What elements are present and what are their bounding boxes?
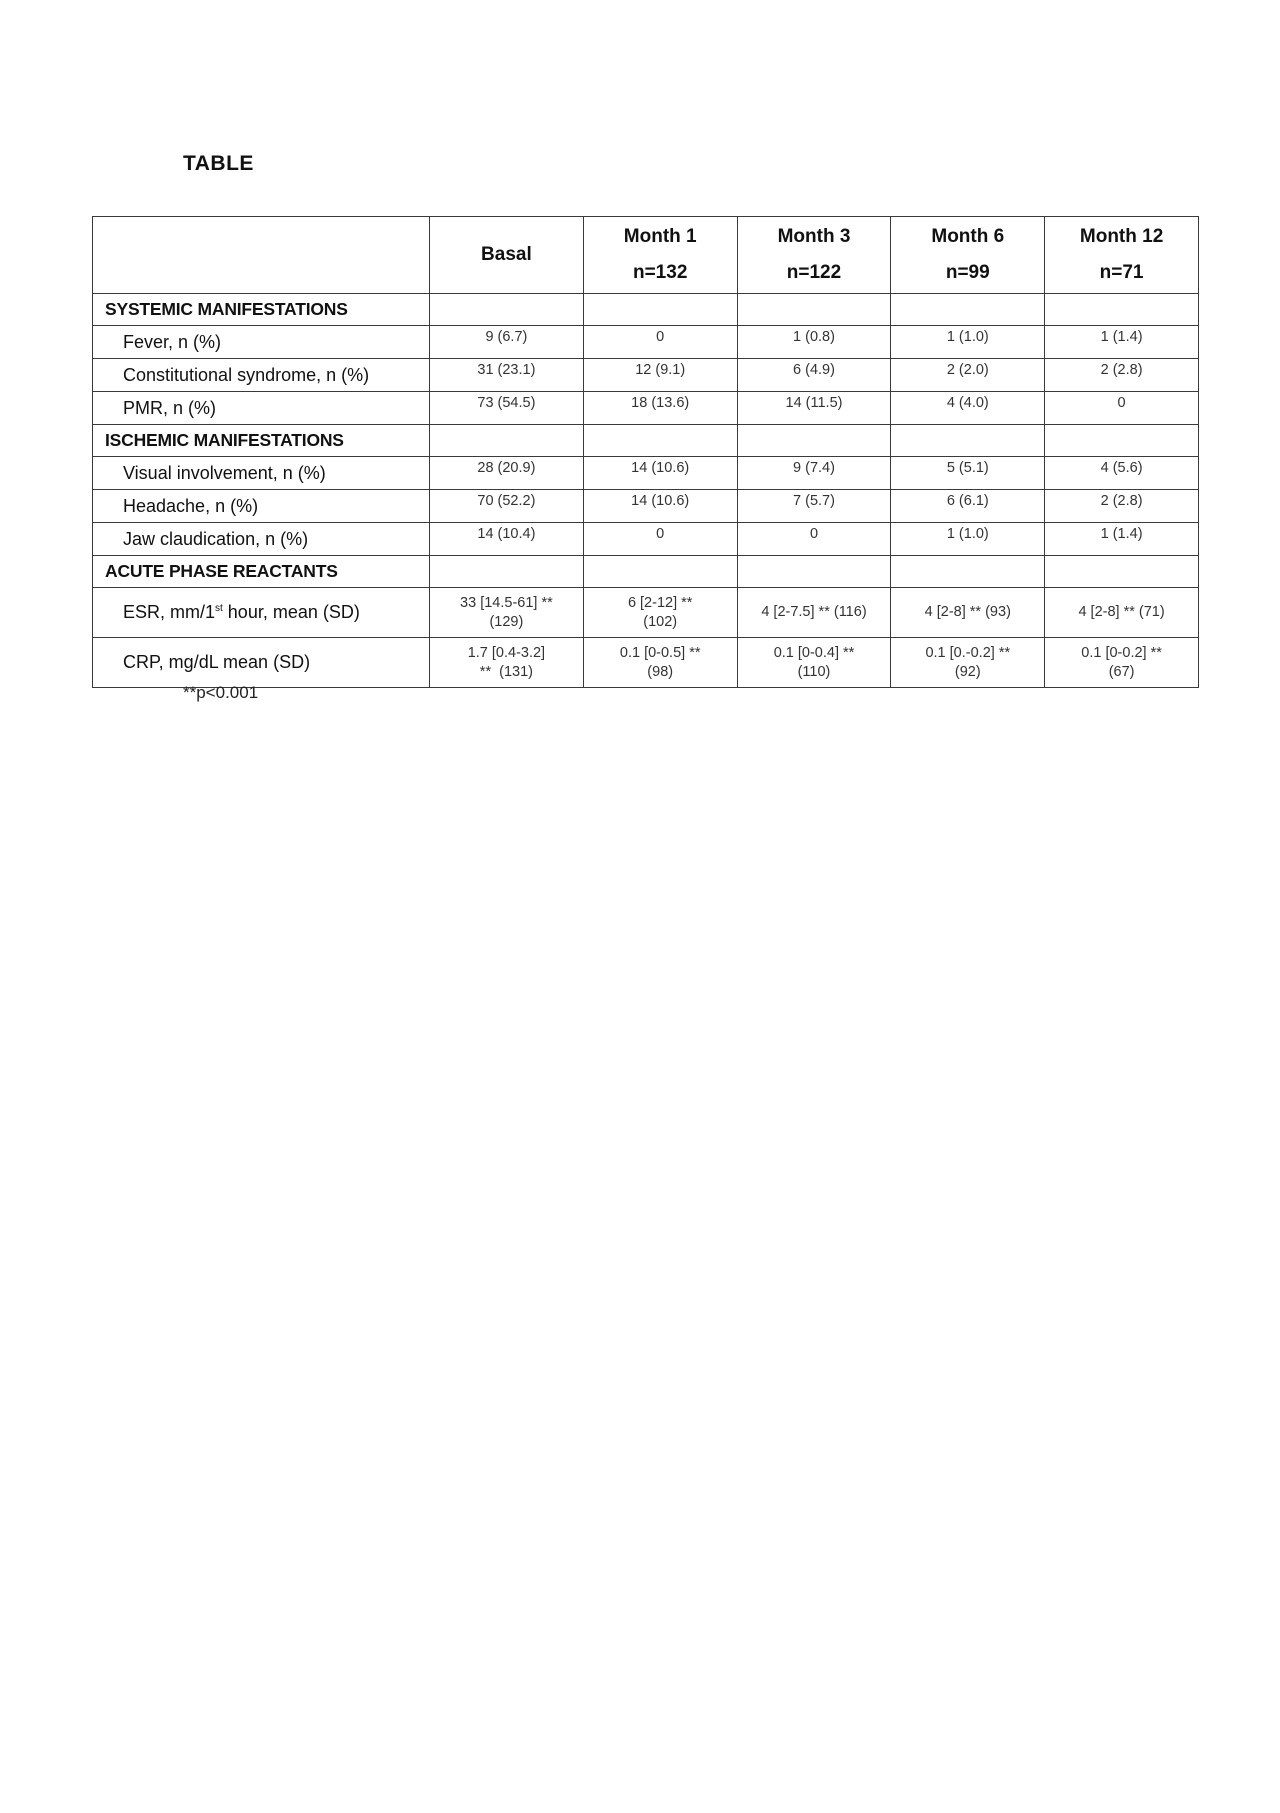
value-cell: 5 (5.1) (891, 457, 1045, 490)
empty-cell (583, 425, 737, 457)
value-line: (67) (1108, 663, 1135, 680)
value-cell: 6 (4.9) (737, 359, 891, 392)
value-cell: 1 (1.0) (891, 523, 1045, 556)
table-title: TABLE (183, 152, 254, 175)
value-cell (1045, 588, 1199, 638)
empty-cell (430, 294, 584, 326)
table-row (93, 457, 1199, 490)
empty-cell (737, 425, 891, 457)
value-line: 4 [2-7.5] ** (116) (761, 604, 867, 620)
section-label: SYSTEMIC MANIFESTATIONS (93, 294, 430, 326)
value-line: (92) (954, 663, 981, 680)
section-label: ACUTE PHASE REACTANTS (93, 556, 430, 588)
footnote: **p<0.001 (183, 683, 259, 702)
section-row-ischemic (93, 425, 1199, 457)
column-name: Month 1 (623, 226, 697, 247)
value-line: 6 [2-12] ** (627, 594, 693, 611)
column-header-month-3 (737, 217, 891, 294)
value-cell (430, 638, 584, 688)
row-label: CRP, mg/dL mean (SD) (93, 638, 430, 688)
value-line: 0.1 [0.-0.2] ** (925, 644, 1011, 661)
table-row (93, 359, 1199, 392)
value-cell (583, 588, 737, 638)
row-label: Headache, n (%) (93, 490, 430, 523)
header-row (93, 217, 1199, 294)
value-cell (430, 588, 584, 638)
value-cell: 14 (10.4) (430, 523, 584, 556)
column-name: Month 6 (931, 226, 1005, 247)
value-line: 0.1 [0-0.2] ** (1081, 644, 1162, 661)
value-cell: 14 (10.6) (583, 490, 737, 523)
value-cell: 6 (6.1) (891, 490, 1045, 523)
empty-cell (583, 294, 737, 326)
value-cell: 12 (9.1) (583, 359, 737, 392)
table-row (93, 326, 1199, 359)
value-cell (891, 588, 1045, 638)
value-cell: 0 (737, 523, 891, 556)
column-name: Month 12 (1079, 226, 1164, 247)
value-line: 1.7 [0.4-3.2] (467, 644, 546, 661)
value-cell (737, 638, 891, 688)
empty-cell (891, 425, 1045, 457)
column-n: n=132 (632, 262, 688, 283)
value-cell: 9 (7.4) (737, 457, 891, 490)
empty-cell (737, 556, 891, 588)
value-cell (737, 588, 891, 638)
value-line: (129) (489, 613, 524, 630)
value-cell (891, 638, 1045, 688)
row-label: Visual involvement, n (%) (93, 457, 430, 490)
value-line: 33 [14.5-61] ** (460, 594, 553, 611)
empty-cell (430, 556, 584, 588)
section-row-systemic (93, 294, 1199, 326)
value-line: 0.1 [0-0.5] ** (619, 644, 701, 661)
empty-cell (430, 425, 584, 457)
value-cell: 4 (5.6) (1045, 457, 1199, 490)
value-cell: 31 (23.1) (430, 359, 584, 392)
row-label-suffix: hour, mean (SD) (222, 602, 360, 622)
empty-cell (1045, 294, 1199, 326)
row-label-prefix: ESR, mm/1 (123, 602, 216, 622)
value-cell: 18 (13.6) (583, 392, 737, 425)
table-row (93, 490, 1199, 523)
column-n: n=122 (786, 262, 842, 283)
results-table (92, 216, 1199, 688)
value-line: ** (131) (479, 663, 533, 680)
column-header-month-6 (891, 217, 1045, 294)
column-name: Basal (481, 244, 532, 265)
row-label: Fever, n (%) (93, 326, 430, 359)
table-row-esr (93, 588, 1199, 638)
value-line: 0.1 [0-0.4] ** (773, 644, 855, 661)
column-header-month-1 (583, 217, 737, 294)
value-line: (110) (797, 663, 831, 680)
value-cell: 0 (583, 326, 737, 359)
empty-cell (583, 556, 737, 588)
value-line: 4 [2-8] ** (93) (924, 604, 1011, 620)
row-label: Constitutional syndrome, n (%) (93, 359, 430, 392)
value-cell: 2 (2.8) (1045, 359, 1199, 392)
row-label: Jaw claudication, n (%) (93, 523, 430, 556)
value-cell: 1 (1.0) (891, 326, 1045, 359)
column-header-basal (430, 217, 584, 294)
value-cell: 73 (54.5) (430, 392, 584, 425)
value-cell: 0 (1045, 392, 1199, 425)
value-cell: 0 (583, 523, 737, 556)
empty-cell (891, 556, 1045, 588)
row-label (93, 588, 430, 638)
value-cell (1045, 638, 1199, 688)
empty-cell (1045, 556, 1199, 588)
table-row-crp (93, 638, 1199, 688)
row-label: PMR, n (%) (93, 392, 430, 425)
column-name: Month 3 (777, 226, 851, 247)
value-cell: 7 (5.7) (737, 490, 891, 523)
column-n: n=71 (1099, 262, 1144, 283)
column-n: n=99 (945, 262, 990, 283)
value-cell: 1 (1.4) (1045, 523, 1199, 556)
value-line: (102) (643, 613, 678, 630)
table-row (93, 392, 1199, 425)
empty-cell (737, 294, 891, 326)
empty-cell (891, 294, 1045, 326)
value-cell: 2 (2.8) (1045, 490, 1199, 523)
value-cell: 2 (2.0) (891, 359, 1045, 392)
value-cell: 9 (6.7) (430, 326, 584, 359)
value-cell: 28 (20.9) (430, 457, 584, 490)
section-label: ISCHEMIC MANIFESTATIONS (93, 425, 430, 457)
value-cell: 1 (1.4) (1045, 326, 1199, 359)
value-line: 4 [2-8] ** (71) (1078, 604, 1165, 620)
row-label-superscript: st (215, 603, 223, 614)
empty-cell (1045, 425, 1199, 457)
value-cell (583, 638, 737, 688)
value-cell: 14 (10.6) (583, 457, 737, 490)
header-empty-cell (93, 217, 430, 294)
table-row (93, 523, 1199, 556)
value-cell: 70 (52.2) (430, 490, 584, 523)
value-cell: 14 (11.5) (737, 392, 891, 425)
column-header-month-12 (1045, 217, 1199, 294)
value-cell: 1 (0.8) (737, 326, 891, 359)
value-line: (98) (647, 663, 674, 680)
value-cell: 4 (4.0) (891, 392, 1045, 425)
section-row-acute-phase (93, 556, 1199, 588)
